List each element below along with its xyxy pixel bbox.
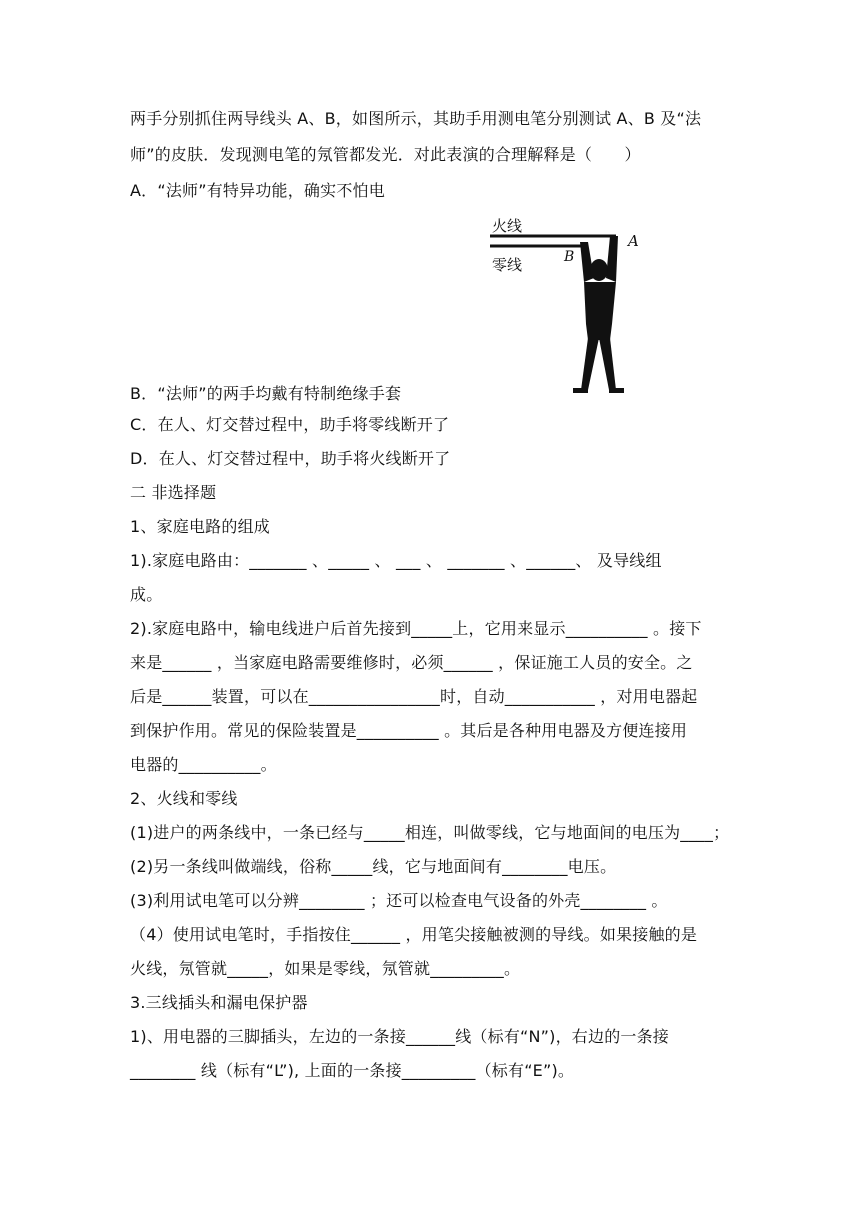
text-line: 到保护作用。常见的保险装置是__________ 。其后是各种用电器及方便连接用 <box>130 721 688 740</box>
text-line: 火线，氖管就_____，如果是零线，氖管就_________。 <box>130 959 521 978</box>
circuit-figure <box>488 212 653 402</box>
subsection-heading: 3.三线插头和漏电保护器 <box>130 993 308 1012</box>
subsection-heading: 1、家庭电路的组成 <box>130 517 270 536</box>
option-a: A．“法师”有特异功能，确实不怕电 <box>130 181 385 200</box>
text-line: 电器的__________。 <box>130 755 277 774</box>
text-line: 2).家庭电路中，输电线进户后首先接到_____上，它用来显示__________ 。接下 <box>130 619 702 638</box>
text-line: (1)进户的两条线中，一条已经与_____相连，叫做零线，它与地面间的电压为____； <box>130 823 730 842</box>
option-b: B．“法师”的两手均戴有特制绝缘手套 <box>130 384 402 403</box>
neutral-wire-label: 零线 <box>492 256 523 274</box>
point-b-label: B <box>564 249 575 265</box>
person-silhouette <box>573 236 624 393</box>
text-line: 1).家庭电路由：_______ 、_____ 、 ___ 、 _______ 、______、 及导线组 <box>130 551 662 570</box>
text-line: (2)另一条线叫做端线，俗称_____线，它与地面间有________电压。 <box>130 857 617 876</box>
point-a-label: A <box>628 232 639 250</box>
option-d: D．在人、灯交替过程中，助手将火线断开了 <box>130 449 451 468</box>
text-line: ________ 线（标有“L”), 上面的一条接_________（标有“E”)。 <box>130 1061 575 1080</box>
text-line: 两手分别抓住两导线头 A、B，如图所示，其助手用测电笔分别测试 A、B 及“法 <box>130 109 702 128</box>
live-wire-label: 火线 <box>492 217 523 235</box>
text-line: 师”的皮肤．发现测电笔的氖管都发光．对此表演的合理解释是（ ） <box>130 145 641 164</box>
text-line: 来是______ ，当家庭电路需要维修时，必须______ ，保证施工人员的安全。之 <box>130 653 693 672</box>
text-line: （4）使用试电笔时，手指按住______ ，用笔尖接触被测的导线。如果接触的是 <box>130 925 698 944</box>
person-holding-wires-figure <box>488 212 653 402</box>
subsection-heading: 2、火线和零线 <box>130 789 238 808</box>
text-line: 后是______装置，可以在________________时，自动___________ ，对用电器起 <box>130 687 698 706</box>
text-line: 1)、用电器的三脚插头，左边的一条接______线（标有“N”)，右边的一条接 <box>130 1027 670 1046</box>
text-line: 成。 <box>130 585 163 604</box>
text-line: (3)利用试电笔可以分辨________ ；还可以检查电气设备的外壳________ 。 <box>130 891 668 910</box>
section-heading: 二 非选择题 <box>130 483 217 502</box>
option-c: C．在人、灯交替过程中，助手将零线断开了 <box>130 415 450 434</box>
